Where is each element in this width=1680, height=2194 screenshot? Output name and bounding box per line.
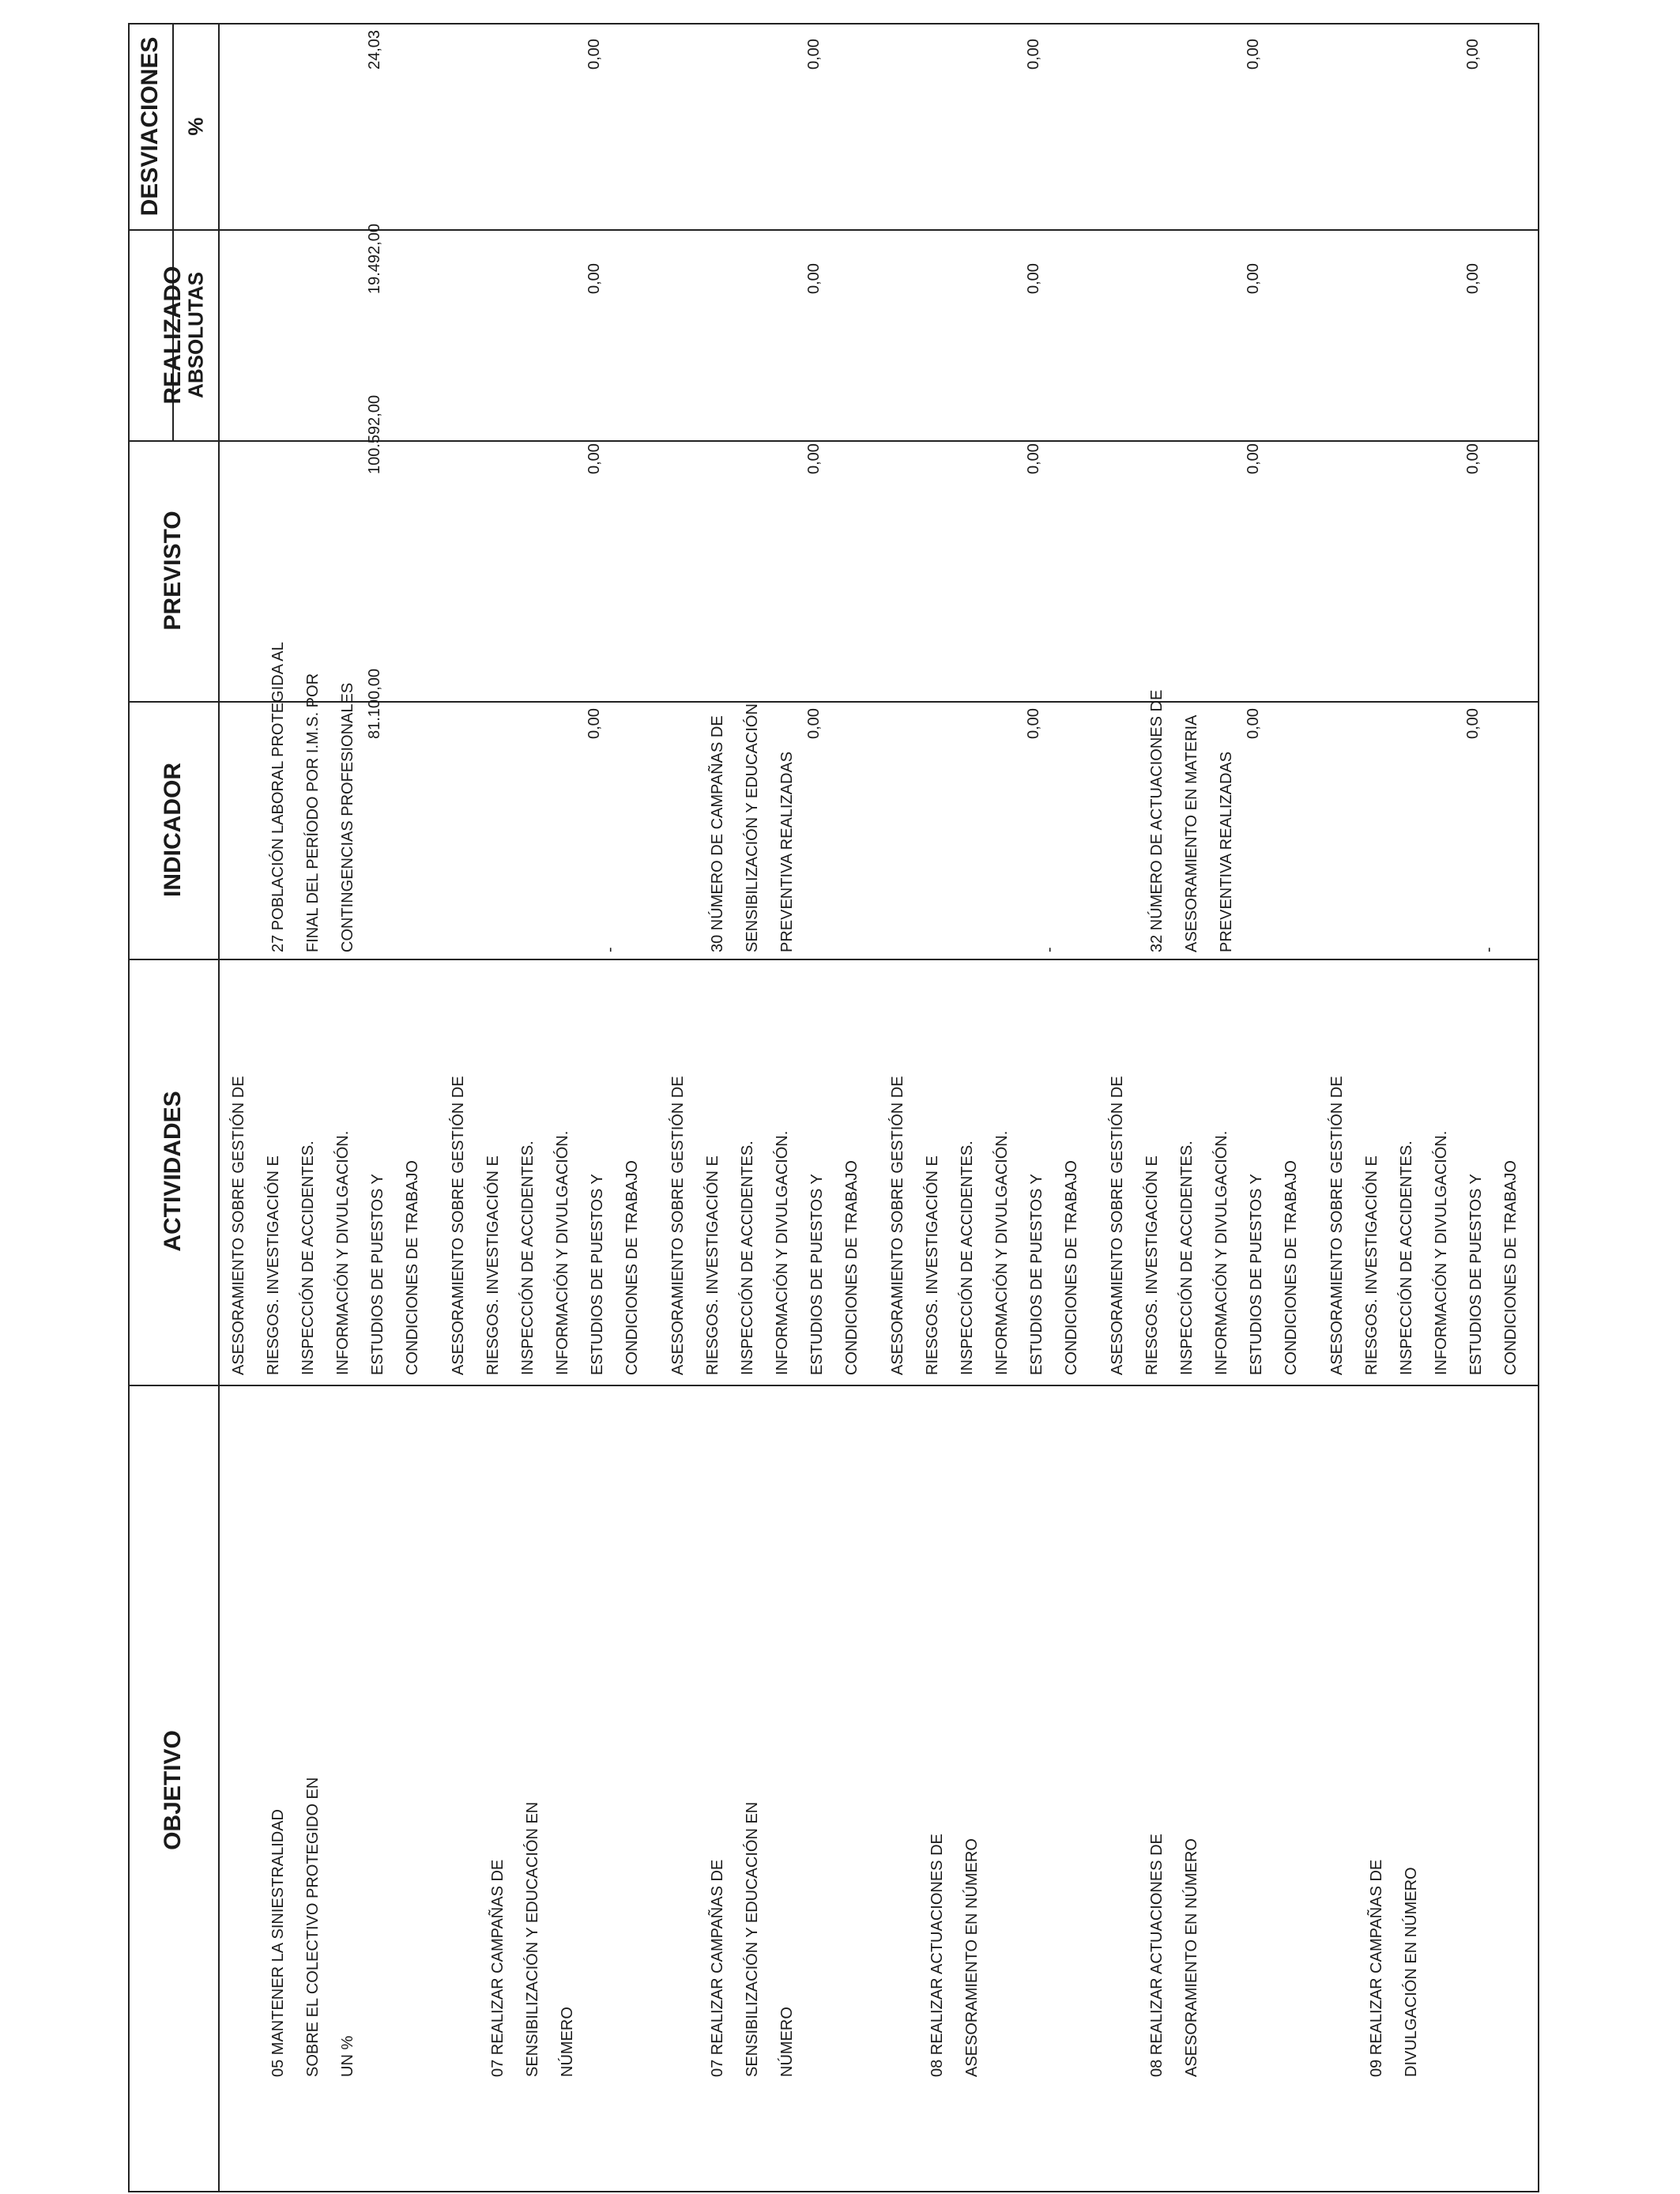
cell-actividades: ASESORAMIENTO SOBRE GESTIÓN DE RIESGOS. INVESTIGACIÓN E INSPECCIÓN DE ACCIDENTES. INFORMACIÓN Y DIVULGACIÓN. ESTUDIOS DE PUESTOS Y CONDICIONES DE TRABAJO: [889, 1076, 1080, 1375]
cell-indicador: -: [601, 947, 619, 952]
header-divider: [218, 23, 220, 2192]
cell-objetivo: 07 REALIZAR CAMPAÑAS DE SENSIBILIZACIÓN Y EDUCACIÓN EN NÚMERO: [489, 1801, 576, 2077]
header-porcentaje: %: [183, 117, 208, 136]
cell-indicador: -: [1041, 947, 1058, 952]
cell-indicador: 27 POBLACIÓN LABORAL PROTEGIDA AL FINAL DEL PERÍODO POR I.M.S. POR CONTINGENCIAS PROFESIONALES: [269, 642, 356, 952]
cell-porcentaje: 0,00: [805, 39, 823, 70]
cell-previsto: 0,00: [1025, 708, 1042, 739]
cell-realizado: 0,00: [1464, 443, 1482, 474]
cell-indicador: 30 NÚMERO DE CAMPAÑAS DE SENSIBILIZACIÓN Y EDUCACIÓN PREVENTIVA REALIZADAS: [709, 703, 796, 952]
header-indicador: INDICADOR: [160, 763, 186, 897]
cell-objetivo: 09 REALIZAR CAMPAÑAS DE DIVULGACIÓN EN NÚMERO: [1368, 1859, 1420, 2077]
cell-porcentaje: 0,00: [1464, 39, 1482, 70]
cell-porcentaje: 0,00: [586, 39, 603, 70]
cell-indicador: -: [1480, 947, 1497, 952]
cell-realizado: 0,00: [805, 443, 823, 474]
cell-objetivo: 08 REALIZAR ACTUACIONES DE ASESORAMIENTO EN NÚMERO: [929, 1834, 981, 2077]
header-desviaciones: DESVIACIONES: [137, 36, 163, 217]
cell-absolutas: 19.492,00: [366, 224, 383, 294]
cell-indicador: 32 NÚMERO DE ACTUACIONES DE ASESORAMIENTO EN MATERIA PREVENTIVA REALIZADAS: [1148, 689, 1235, 952]
cell-absolutas: 0,00: [586, 263, 603, 294]
cell-realizado: 100.592,00: [366, 394, 383, 474]
cell-absolutas: 0,00: [1025, 263, 1042, 294]
header-actividades: ACTIVIDADES: [160, 1091, 186, 1252]
cell-absolutas: 0,00: [1464, 263, 1482, 294]
cell-previsto: 81.100,00: [366, 669, 383, 739]
header-absolutas: ABSOLUTAS: [183, 272, 208, 398]
cell-absolutas: 0,00: [1245, 263, 1262, 294]
cell-objetivo: 05 MANTENER LA SINIESTRALIDAD SOBRE EL COLECTIVO PROTEGIDO EN UN %: [269, 1777, 356, 2077]
cell-actividades: ASESORAMIENTO SOBRE GESTIÓN DE RIESGOS. INVESTIGACIÓN E INSPECCIÓN DE ACCIDENTES. INFORMACIÓN Y DIVULGACIÓN. ESTUDIOS DE PUESTOS Y CONDICIONES DE TRABAJO: [1328, 1076, 1520, 1375]
cell-porcentaje: 24,03: [366, 29, 383, 70]
cell-realizado: 0,00: [1025, 443, 1042, 474]
cell-previsto: 0,00: [1245, 708, 1262, 739]
cell-absolutas: 0,00: [805, 263, 823, 294]
header-objetivo: OBJETIVO: [160, 1730, 186, 1850]
cell-actividades: ASESORAMIENTO SOBRE GESTIÓN DE RIESGOS. INVESTIGACIÓN E INSPECCIÓN DE ACCIDENTES. INFORMACIÓN Y DIVULGACIÓN. ESTUDIOS DE PUESTOS Y CONDICIONES DE TRABAJO: [1109, 1076, 1300, 1375]
cell-objetivo: 07 REALIZAR CAMPAÑAS DE SENSIBILIZACIÓN Y EDUCACIÓN EN NÚMERO: [709, 1801, 796, 2077]
cell-actividades: ASESORAMIENTO SOBRE GESTIÓN DE RIESGOS. INVESTIGACIÓN E INSPECCIÓN DE ACCIDENTES. INFORMACIÓN Y DIVULGACIÓN. ESTUDIOS DE PUESTOS Y CONDICIONES DE TRABAJO: [230, 1076, 421, 1375]
cell-actividades: ASESORAMIENTO SOBRE GESTIÓN DE RIESGOS. INVESTIGACIÓN E INSPECCIÓN DE ACCIDENTES. INFORMACIÓN Y DIVULGACIÓN. ESTUDIOS DE PUESTOS Y CONDICIONES DE TRABAJO: [669, 1076, 861, 1375]
col-divider: [128, 1385, 1539, 1386]
header-previsto: PREVISTO: [160, 511, 186, 631]
cell-realizado: 0,00: [1245, 443, 1262, 474]
cell-realizado: 0,00: [586, 443, 603, 474]
cell-previsto: 0,00: [586, 708, 603, 739]
cell-actividades: ASESORAMIENTO SOBRE GESTIÓN DE RIESGOS. INVESTIGACIÓN E INSPECCIÓN DE ACCIDENTES. INFORMACIÓN Y DIVULGACIÓN. ESTUDIOS DE PUESTOS Y CONDICIONES DE TRABAJO: [450, 1076, 641, 1375]
cell-previsto: 0,00: [805, 708, 823, 739]
cell-porcentaje: 0,00: [1025, 39, 1042, 70]
cell-objetivo: 08 REALIZAR ACTUACIONES DE ASESORAMIENTO EN NÚMERO: [1148, 1834, 1200, 2077]
header-realizado: REALIZADO: [160, 266, 186, 405]
cell-previsto: 0,00: [1464, 708, 1482, 739]
cell-porcentaje: 0,00: [1245, 39, 1262, 70]
